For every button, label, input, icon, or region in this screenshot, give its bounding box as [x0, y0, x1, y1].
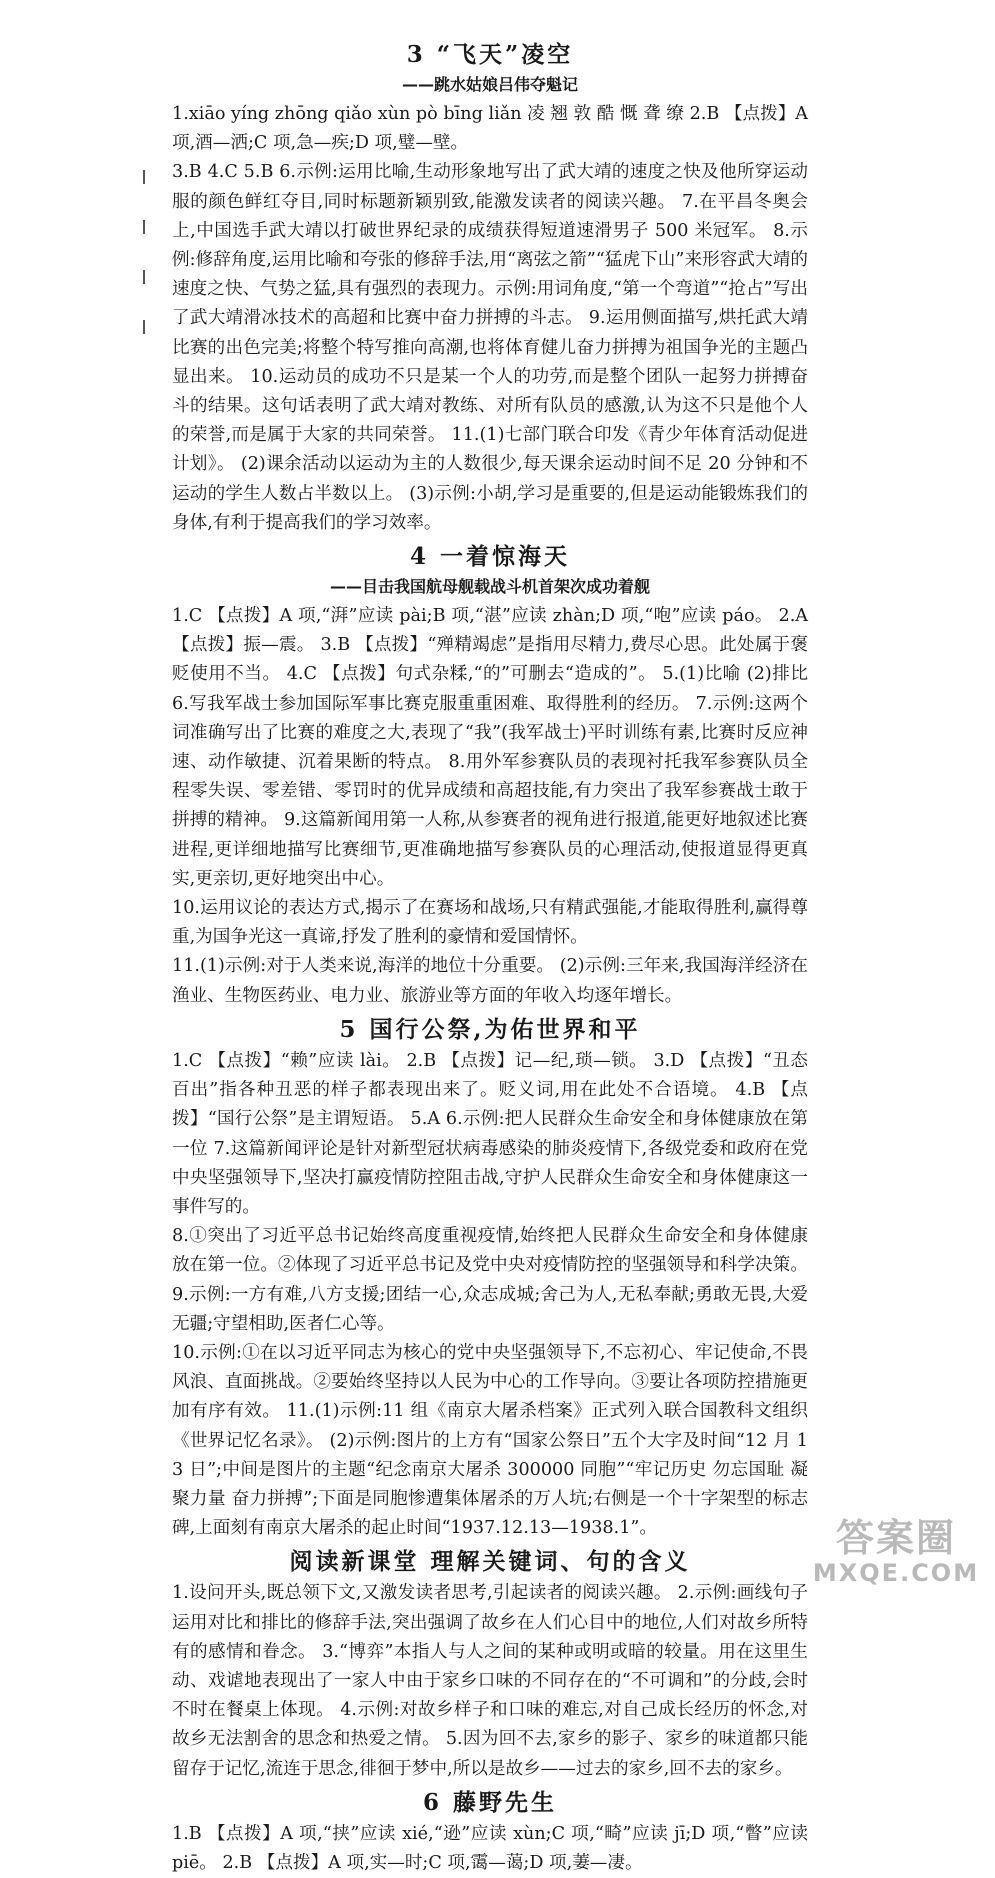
margin-marks [140, 170, 148, 370]
section-title: 4 一着惊海天 [409, 543, 570, 571]
section-title: 3 “飞天”凌空 [406, 41, 574, 68]
section-subtitle: ——目击我国航母舰载战斗机首架次成功着舰 [329, 577, 650, 597]
answer-paragraph: 1.C 【点拨】“赖”应读 lài。 2.B 【点拨】记—纪,琐—锁。 3.D 【点拨】“丑态百出”指各种丑恶的样子都表现出来了。贬义词,用在此处不合语境。 4.B 【点拨】“国行公祭”是主谓短语。 5.A 6.示例:把人民群众生命安全和身体健康放在第一位 7.这篇新闻评论是针对新型冠状病毒感染的肺炎疫情下,各级党委和政府在党中央坚强领导下,坚决打赢疫情防控阻击战,守护人民群众生命安全和身体健康这一事件写的。 [172, 1050, 808, 1217]
answer-paragraph: 1.设问开头,既总领下文,又激发读者思考,引起读者的阅读兴趣。 2.示例:画线句子运用对比和排比的修辞手法,突出强调了故乡在人们心目中的地位,人们对故乡所特有的感情和眷念。 3.“博弈”本指人与人之间的某种或明或暗的较量。用在这里生动、戏谑地表现出了一家人中由于家乡口味的不同存在的“不可调和”的分歧,会时不时在餐桌上体现。 4.示例:对故乡样子和口味的难忘,对自己成长经历的怀念,对故乡无法割舍的思念和热爱之情。 5.因为回不去,家乡的影子、家乡的味道都只能留存于记忆,流连于思念,徘徊于梦中,所以是故乡——过去的家乡,回不去的家乡。 [172, 1583, 808, 1779]
answer-paragraph: 11.(1)示例:对于人类来说,海洋的地位十分重要。 (2)示例:三年来,我国海洋经济在渔业、生物医药业、电力业、旅游业等方面的年收入均逐年增长。 [172, 956, 808, 1006]
watermark-logo [811, 1516, 981, 1588]
watermark-logo-text: 答案圈 [835, 1516, 956, 1560]
answer-paragraph: 1.xiāo yíng zhōng qiǎo xùn pò bīng liǎn 凌 翘 敦 酷 慨 聋 缭 2.B 【点拨】A 项,酒—洒;C 项,急—疾;D 项,璧—壁。 [172, 104, 808, 154]
answer-paragraph: 1.C 【点拨】A 项,“湃”应读 pài;B 项,“湛”应读 zhàn;D 项,“咆”应读 páo。 2.A 【点拨】振—震。 3.B 【点拨】“殚精竭虑”是指用尽精力,费尽心思。此处属于褒贬使用不当。 4.C 【点拨】句式杂糅,“的”可删去“造成的”。 5.(1)比喻 (2)排比 6.写我军战士参加国际军事比赛克服重重困难、取得胜利的经历。 7.示例:这两个词准确写出了比赛的难度之大,表现了“我”(我军战士)平时训练有素,比赛时反应神速、动作敏捷、沉着果断的特点。 8.用外军参赛队员的表现衬托我军参赛队员全程零失误、零差错、零罚时的优异成绩和高超技能,有力突出了我军参赛战士敢于拼搏的精神。 9.这篇新闻用第一人称,从参赛者的视角进行报道,能更好地叙述比赛进程,更详细地描写比赛细节,更准确地描写参赛队员的心理活动,使报道显得更真实,更亲切,更好地突出中心。 [172, 606, 808, 889]
answer-column [172, 36, 808, 1878]
section-title: 6 藤野先生 [422, 1788, 557, 1816]
answer-paragraph: 1.B 【点拨】A 项,“挟”应读 xié,“逊”应读 xùn;C 项,“畸”应读 jī;D 项,“瞥”应读 piē。 2.B 【点拨】A 项,实—时;C 项,霭—蔼;D 项,萋—凄。 [172, 1823, 808, 1873]
answer-paragraph: 8.①突出了习近平总书记始终高度重视疫情,始终把人民群众生命安全和身体健康放在第一位。②体现了习近平总书记及党中央对疫情防控的坚强领导和科学决策。 9.示例:一方有难,八方支援;团结一心,众志成城;舍己为人,无私奉献;勇敢无畏,大爱无疆;守望相助,医者仁心等。 [172, 1226, 808, 1334]
answer-paragraph: 10.示例:①在以习近平同志为核心的党中央坚强领导下,不忘初心、牢记使命,不畏风浪、直面挑战。②要始终坚持以人民为中心的工作导向。③要让各项防控措施更加有序有效。 11.(1)示例:11 组《南京大屠杀档案》正式列入联合国教科文组织《世界记忆名录》。 (2)示例:图片的上方有“国家公祭日”五个大字及时间“12 月 13 日”;中间是图片的主题“纪念南京大屠杀 300000 同胞”“牢记历史 勿忘国耻 凝聚力量 奋力拼搏”;下面是同胞惨遭集体屠杀的万人坑;右侧是一个十字架型的标志碑,上面刻有南京大屠杀的起止时间“1937.12.13—1938.1”。 [172, 1342, 808, 1539]
section-title: 阅读新课堂 理解关键词、句的含义 [289, 1548, 691, 1576]
answer-paragraph: 10.运用议论的表达方式,揭示了在赛场和战场,只有精武强能,才能取得胜利,赢得尊重,为国争光这一真谛,抒发了胜利的豪情和爱国情怀。 [172, 898, 808, 948]
watermark-url: MXQE.COM [812, 1559, 980, 1587]
answer-paragraph: 3.B 4.C 5.B 6.示例:运用比喻,生动形象地写出了武大靖的速度之快及他所穿运动服的颜色鲜红夺目,同时标题新颖别致,能激发读者的阅读兴趣。 7.在平昌冬奥会上,中国选手武大靖以打破世界纪录的成绩获得短道速滑男子 500 米冠军。 8.示例:修辞角度,运用比喻和夸张的修辞手法,用“离弦之箭”“猛虎下山”来形容武大靖的速度之快、气势之猛,具有强烈的表现力。示例:用词角度,“第一个弯道”“抢占”写出了武大靖滑冰技术的高超和比赛中奋力拼搏的斗志。 9.运用侧面描写,烘托武大靖比赛的出色完美;将整个特写推向高潮,也将体育健儿奋力拼搏为祖国争光的主题凸显出来。 10.运动员的成功不只是某一个人的功劳,而是整个团队一起努力拼搏奋斗的结果。这句话表明了武大靖对教练、对所有队员的感激,认为这不只是他个人的荣誉,而是属于大家的共同荣誉。 11.(1)七部门联合印发《青少年体育活动促进计划》。 (2)课余活动以运动为主的人数很少,每天课余运动时间不足 20 分钟和不运动的学生人数占半数以上。 (3)示例:小胡,学习是重要的,但是运动能锻炼我们的身体,有利于提高我们的学习效率。 [172, 162, 808, 533]
section-title: 5 国行公祭,为佑世界和平 [339, 1015, 641, 1043]
section-subtitle: ——跳水姑娘吕伟夺魁记 [401, 75, 578, 94]
